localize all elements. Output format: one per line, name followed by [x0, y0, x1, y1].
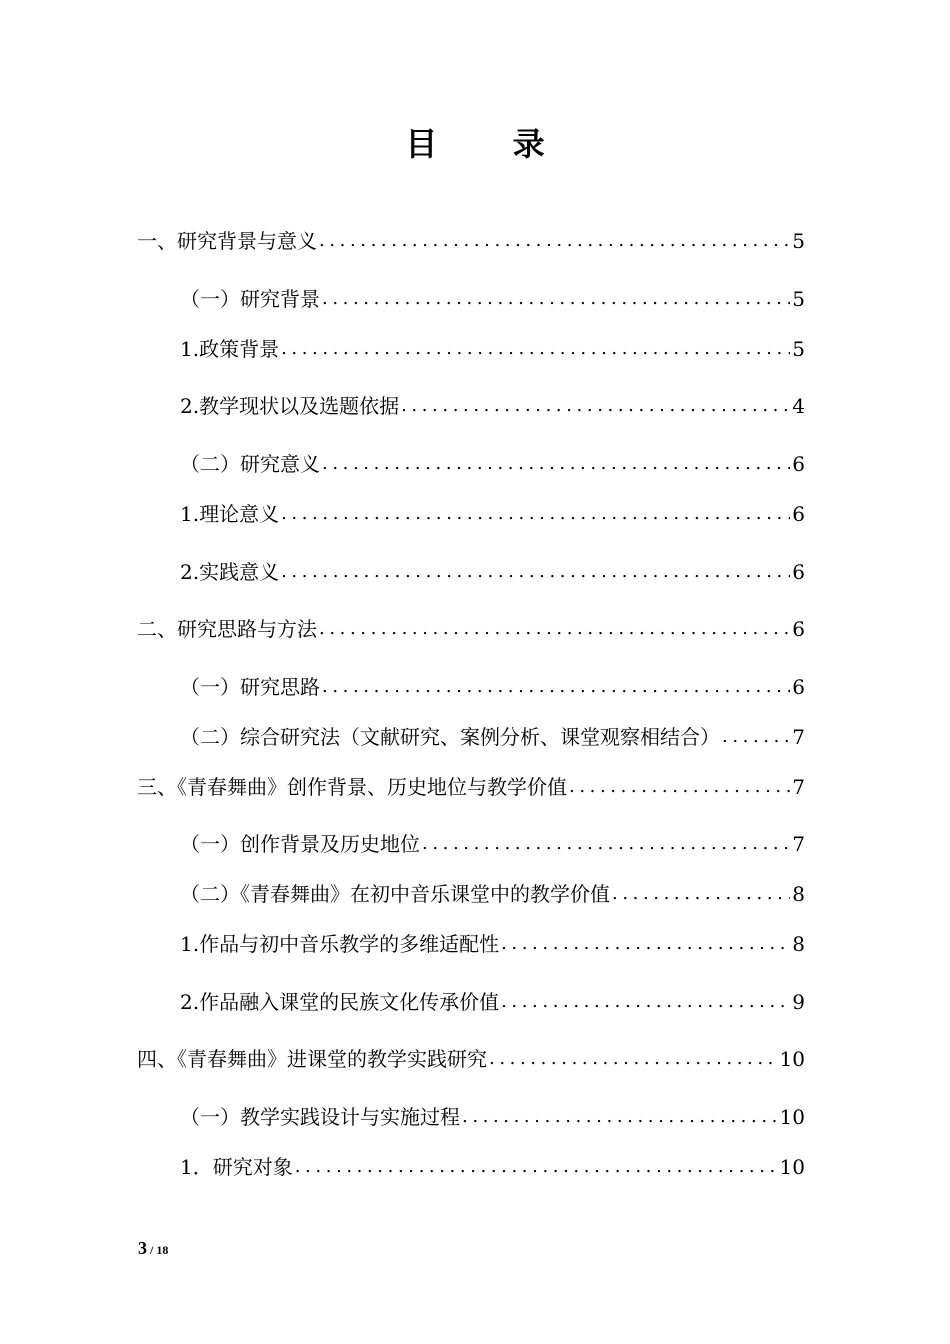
toc-dot-leader	[460, 1102, 778, 1132]
toc-entry-text: （二）研究意义	[180, 452, 320, 476]
current-page-number: 3	[138, 1238, 147, 1258]
toc-page-number: 6	[792, 560, 805, 584]
toc-dot-leader	[320, 284, 790, 314]
toc-entry-text: （一）研究背景	[180, 287, 320, 311]
toc-page-number: 9	[792, 990, 805, 1014]
toc-entry-text: （一）教学实践设计与实施过程	[180, 1105, 460, 1129]
toc-dot-leader	[279, 334, 790, 364]
toc-entry-text: 二、研究思路与方法	[137, 617, 317, 641]
toc-page-number: 7	[792, 832, 805, 856]
toc-entry[interactable]	[180, 829, 805, 859]
toc-entry[interactable]	[180, 557, 805, 587]
toc-dot-leader	[399, 391, 790, 421]
toc-entry[interactable]	[180, 1152, 805, 1182]
toc-page-number: 8	[792, 882, 805, 906]
toc-entry[interactable]	[180, 672, 805, 702]
toc-dot-leader	[320, 672, 790, 702]
toc-entry[interactable]	[180, 722, 805, 752]
toc-entry[interactable]	[180, 1102, 805, 1132]
toc-entry[interactable]	[180, 284, 805, 314]
toc-entry-text: 2.作品融入课堂的民族文化传承价值	[180, 990, 500, 1014]
toc-dot-leader	[317, 226, 790, 256]
toc-entry[interactable]	[180, 879, 805, 909]
toc-entry[interactable]	[180, 929, 805, 959]
toc-dot-leader	[720, 722, 790, 752]
toc-title: 目 录	[405, 125, 577, 163]
toc-entry-text: 2.教学现状以及选题依据	[180, 394, 400, 418]
toc-dot-leader	[320, 449, 790, 479]
toc-entry[interactable]	[137, 772, 805, 802]
toc-entry[interactable]	[180, 334, 805, 364]
toc-entry-text: 1．研究对象	[180, 1155, 293, 1179]
toc-entry-text: （一）创作背景及历史地位	[180, 832, 420, 856]
toc-entry-text: 一、研究背景与意义	[137, 229, 317, 253]
total-page-count: 18	[156, 1243, 169, 1257]
toc-dot-leader	[487, 1044, 778, 1074]
page-footer	[138, 1238, 168, 1259]
toc-page-number: 10	[779, 1047, 805, 1071]
toc-page-number: 6	[792, 675, 805, 699]
toc-entry[interactable]	[137, 614, 805, 644]
toc-entry-text: 1.理论意义	[180, 502, 280, 526]
toc-entry[interactable]	[180, 391, 805, 421]
toc-dot-leader	[567, 772, 790, 802]
toc-entry-text: 1.作品与初中音乐教学的多维适配性	[180, 932, 500, 956]
toc-dot-leader	[317, 614, 790, 644]
toc-page-number: 7	[792, 775, 805, 799]
toc-page-number: 5	[792, 229, 805, 253]
toc-entry[interactable]	[180, 499, 805, 529]
toc-entry-text: 1.政策背景	[180, 337, 280, 361]
toc-entry-text: （二）综合研究法（文献研究、案例分析、课堂观察相结合）	[180, 725, 720, 749]
toc-dot-leader	[420, 829, 790, 859]
toc-page-number: 6	[792, 617, 805, 641]
toc-page-number: 6	[792, 452, 805, 476]
toc-entry[interactable]	[137, 226, 805, 256]
toc-page-number: 6	[792, 502, 805, 526]
toc-dot-leader	[610, 879, 790, 909]
toc-dot-leader	[499, 987, 790, 1017]
toc-page-number: 7	[792, 725, 805, 749]
toc-dot-leader	[279, 499, 790, 529]
toc-entry-text: 三、《青春舞曲》创作背景、历史地位与教学价值	[137, 775, 567, 799]
toc-entry[interactable]	[137, 1044, 805, 1074]
toc-entry-text: 四、《青春舞曲》进课堂的教学实践研究	[137, 1047, 487, 1071]
toc-dot-leader	[279, 557, 790, 587]
toc-entry-text: 2.实践意义	[180, 560, 280, 584]
toc-entry-text: （一）研究思路	[180, 675, 320, 699]
toc-entry-text: （二）《青春舞曲》在初中音乐课堂中的教学价值	[180, 882, 610, 906]
toc-dot-leader	[293, 1152, 778, 1182]
toc-entry[interactable]	[180, 449, 805, 479]
toc-page-number: 10	[779, 1105, 805, 1129]
toc-page-number: 8	[792, 932, 805, 956]
toc-page-number: 10	[779, 1155, 805, 1179]
toc-page-number: 5	[792, 287, 805, 311]
toc-page-number: 5	[792, 337, 805, 361]
toc-dot-leader	[499, 929, 790, 959]
page-separator: /	[147, 1243, 157, 1257]
toc-entry[interactable]	[180, 987, 805, 1017]
toc-page-number: 4	[792, 394, 805, 418]
